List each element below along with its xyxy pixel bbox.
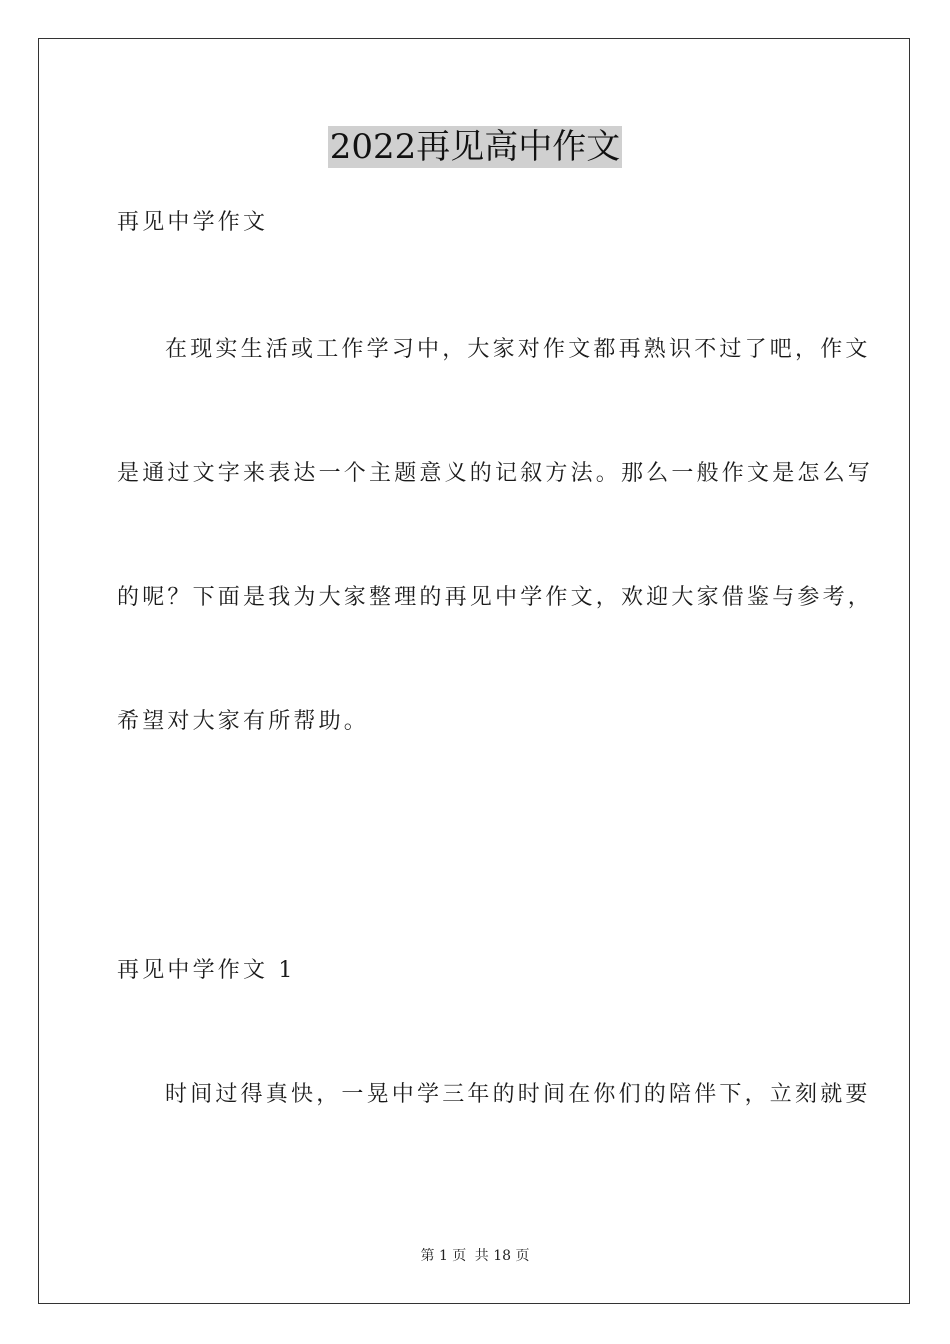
subheading: 再见中学作文 xyxy=(117,210,269,235)
intro-line-2: 是通过文字来表达一个主题意义的记叙方法。那么一般作文是怎么写 xyxy=(117,461,874,486)
intro-line-3: 的呢？下面是我为大家整理的再见中学作文，欢迎大家借鉴与参考， xyxy=(117,585,874,610)
intro-line-4: 希望对大家有所帮助。 xyxy=(117,709,370,734)
section-line-1: 时间过得真快，一晃中学三年的时间在你们的陪伴下，立刻就要 xyxy=(165,1082,871,1107)
document-title: 2022再见高中作文 xyxy=(329,127,621,167)
page-footer xyxy=(0,1247,950,1265)
title-container xyxy=(0,126,950,168)
page-total: 共 18 页 xyxy=(474,1248,530,1264)
page-number: 第 1 页 xyxy=(420,1248,467,1264)
section-heading: 再见中学作文 1 xyxy=(117,958,296,983)
intro-line-1: 在现实生活或工作学习中，大家对作文都再熟识不过了吧，作文 xyxy=(165,337,871,362)
